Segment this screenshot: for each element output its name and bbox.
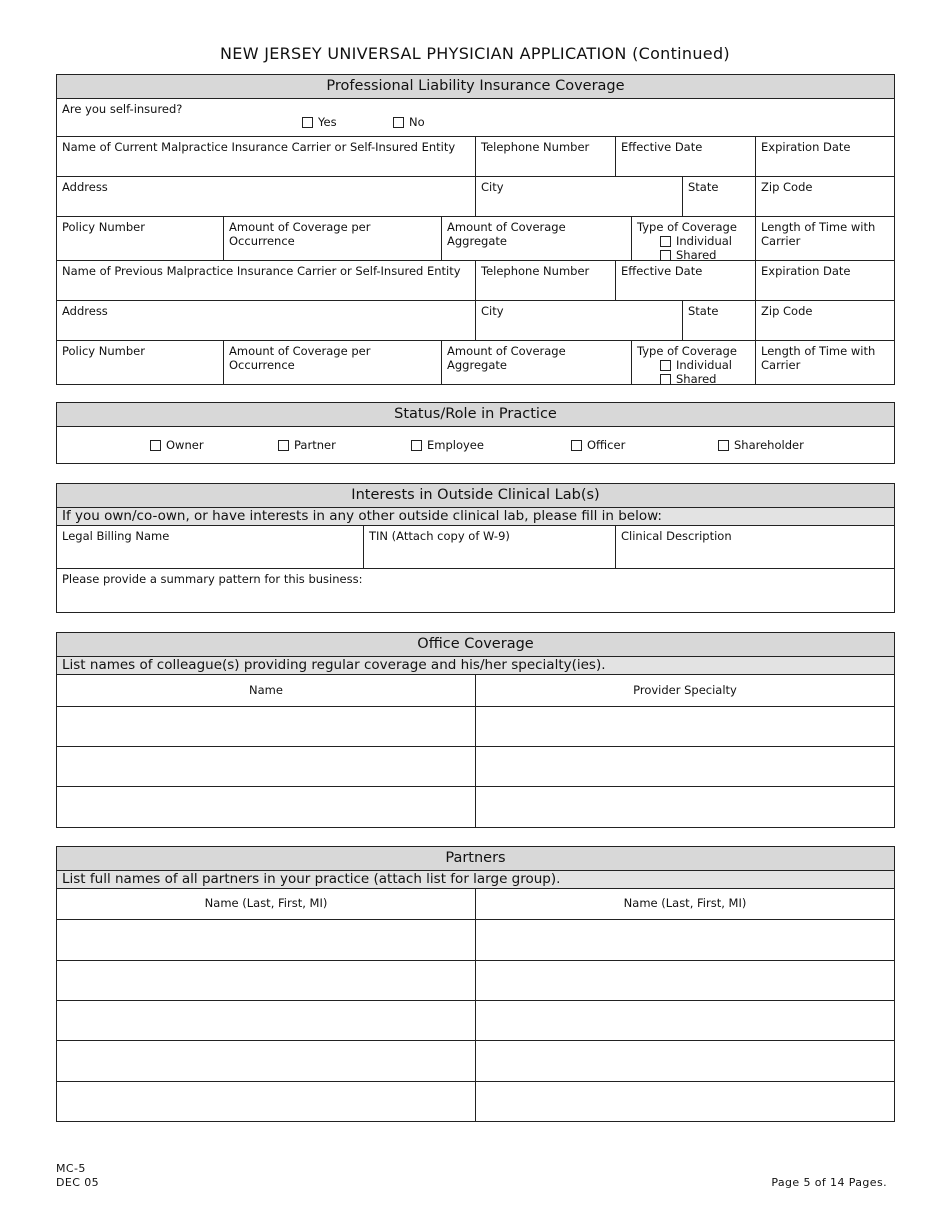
current-shared-label: Shared <box>676 248 717 262</box>
page-title: NEW JERSEY UNIVERSAL PHYSICIAN APPLICATION (Continued) <box>220 44 730 63</box>
self-insured-no-label: No <box>409 115 425 129</box>
table-row <box>57 961 894 1001</box>
partners-col-right: Name (Last, First, MI) <box>623 896 747 910</box>
office-section <box>56 632 895 828</box>
liability-header: Professional Liability Insurance Coverage <box>57 75 894 99</box>
shareholder-label: Shareholder <box>734 438 804 452</box>
previous-shared-label: Shared <box>676 372 717 386</box>
table-row <box>57 747 894 787</box>
current-city-field[interactable]: City <box>476 177 683 216</box>
liability-section <box>56 74 895 385</box>
status-partner[interactable] <box>278 438 336 452</box>
employee-checkbox[interactable] <box>411 440 422 451</box>
form-code: MC-5 <box>56 1162 86 1175</box>
current-coverage-occurrence-field[interactable]: Amount of Coverage per Occurrence <box>224 217 442 260</box>
partner-name-cell[interactable] <box>57 920 476 960</box>
current-individual-label: Individual <box>676 234 733 248</box>
self-insured-question: Are you self-insured? <box>62 102 183 116</box>
partners-col-left: Name (Last, First, MI) <box>57 889 476 919</box>
partner-checkbox[interactable] <box>278 440 289 451</box>
previous-zip-field[interactable]: Zip Code <box>761 304 813 318</box>
previous-telephone-field[interactable]: Telephone Number <box>476 261 616 300</box>
current-zip-field[interactable]: Zip Code <box>761 180 813 194</box>
partner-name-cell[interactable] <box>57 1041 476 1081</box>
office-col-specialty: Provider Specialty <box>633 683 737 697</box>
previous-coverage-occurrence-field[interactable]: Amount of Coverage per Occurrence <box>224 341 442 384</box>
previous-expiration-date-field[interactable]: Expiration Date <box>761 264 851 278</box>
page-number: Page 5 of 14 Pages. <box>771 1176 887 1189</box>
current-type-of-coverage <box>632 217 756 260</box>
current-carrier-field[interactable]: Name of Current Malpractice Insurance Carrier or Self-Insured Entity <box>57 137 476 176</box>
previous-individual-checkbox[interactable] <box>660 360 671 371</box>
status-officer[interactable] <box>571 438 625 452</box>
office-col-name: Name <box>57 675 476 706</box>
partner-name-cell[interactable] <box>57 1082 476 1121</box>
labs-instruction: If you own/co-own, or have interests in any other outside clinical lab, please fill in below: <box>57 508 894 526</box>
current-state-field[interactable]: State <box>683 177 756 216</box>
self-insured-cell <box>57 99 894 136</box>
office-name-cell[interactable] <box>57 787 476 827</box>
current-individual-checkbox[interactable] <box>660 236 671 247</box>
office-specialty-cell[interactable] <box>476 707 894 746</box>
current-length-time-field[interactable]: Length of Time with Carrier <box>761 220 876 248</box>
current-type-label: Type of Coverage <box>637 220 737 234</box>
self-insured-yes-checkbox[interactable] <box>302 117 313 128</box>
self-insured-yes-label: Yes <box>318 115 337 129</box>
office-instruction: List names of colleague(s) providing regular coverage and his/her specialty(ies). <box>57 657 894 675</box>
status-section <box>56 402 895 464</box>
current-telephone-field[interactable]: Telephone Number <box>476 137 616 176</box>
previous-state-field[interactable]: State <box>683 301 756 340</box>
partners-section <box>56 846 895 1122</box>
status-header: Status/Role in Practice <box>57 403 894 427</box>
previous-type-label: Type of Coverage <box>637 344 737 358</box>
owner-checkbox[interactable] <box>150 440 161 451</box>
partners-instruction: List full names of all partners in your practice (attach list for large group). <box>57 871 894 889</box>
status-owner[interactable] <box>150 438 204 452</box>
partner-name-cell[interactable] <box>476 920 894 960</box>
officer-checkbox[interactable] <box>571 440 582 451</box>
table-row <box>57 1041 894 1082</box>
previous-length-time-field[interactable]: Length of Time with Carrier <box>761 344 876 372</box>
partners-header: Partners <box>57 847 894 871</box>
status-employee[interactable] <box>411 438 484 452</box>
current-address-field[interactable]: Address <box>57 177 476 216</box>
self-insured-no-checkbox[interactable] <box>393 117 404 128</box>
table-row <box>57 787 894 828</box>
current-shared-checkbox[interactable] <box>660 250 671 261</box>
labs-section <box>56 483 895 613</box>
summary-pattern-field[interactable]: Please provide a summary pattern for this business: <box>62 572 363 586</box>
clinical-description-field[interactable]: Clinical Description <box>621 529 732 543</box>
office-specialty-cell[interactable] <box>476 787 894 827</box>
partner-name-cell[interactable] <box>476 1082 894 1121</box>
office-header: Office Coverage <box>57 633 894 657</box>
previous-policy-number-field[interactable]: Policy Number <box>57 341 224 384</box>
table-row <box>57 1082 894 1122</box>
owner-label: Owner <box>166 438 204 452</box>
previous-shared-checkbox[interactable] <box>660 374 671 385</box>
office-specialty-cell[interactable] <box>476 747 894 786</box>
employee-label: Employee <box>427 438 484 452</box>
current-effective-date-field[interactable]: Effective Date <box>616 137 756 176</box>
previous-type-of-coverage <box>632 341 756 384</box>
current-expiration-date-field[interactable]: Expiration Date <box>761 140 851 154</box>
labs-header: Interests in Outside Clinical Lab(s) <box>57 484 894 508</box>
table-row <box>57 707 894 747</box>
tin-field[interactable]: TIN (Attach copy of W-9) <box>364 526 616 568</box>
previous-address-field[interactable]: Address <box>57 301 476 340</box>
status-shareholder[interactable] <box>718 438 804 452</box>
current-policy-number-field[interactable]: Policy Number <box>57 217 224 260</box>
office-name-cell[interactable] <box>57 747 476 786</box>
previous-carrier-field[interactable]: Name of Previous Malpractice Insurance Carrier or Self-Insured Entity <box>57 261 476 300</box>
partner-label: Partner <box>294 438 336 452</box>
current-coverage-aggregate-field[interactable]: Amount of Coverage Aggregate <box>442 217 632 260</box>
previous-city-field[interactable]: City <box>476 301 683 340</box>
previous-coverage-aggregate-field[interactable]: Amount of Coverage Aggregate <box>442 341 632 384</box>
legal-billing-name-field[interactable]: Legal Billing Name <box>57 526 364 568</box>
partner-name-cell[interactable] <box>57 961 476 1000</box>
table-row <box>57 1001 894 1041</box>
previous-individual-label: Individual <box>676 358 733 372</box>
partner-name-cell[interactable] <box>476 1041 894 1081</box>
table-row <box>57 920 894 961</box>
office-name-cell[interactable] <box>57 707 476 746</box>
partner-name-cell[interactable] <box>476 1001 894 1040</box>
form-date: DEC 05 <box>56 1176 99 1189</box>
previous-effective-date-field[interactable]: Effective Date <box>616 261 756 300</box>
partner-name-cell[interactable] <box>476 961 894 1000</box>
partner-name-cell[interactable] <box>57 1001 476 1040</box>
shareholder-checkbox[interactable] <box>718 440 729 451</box>
officer-label: Officer <box>587 438 626 452</box>
